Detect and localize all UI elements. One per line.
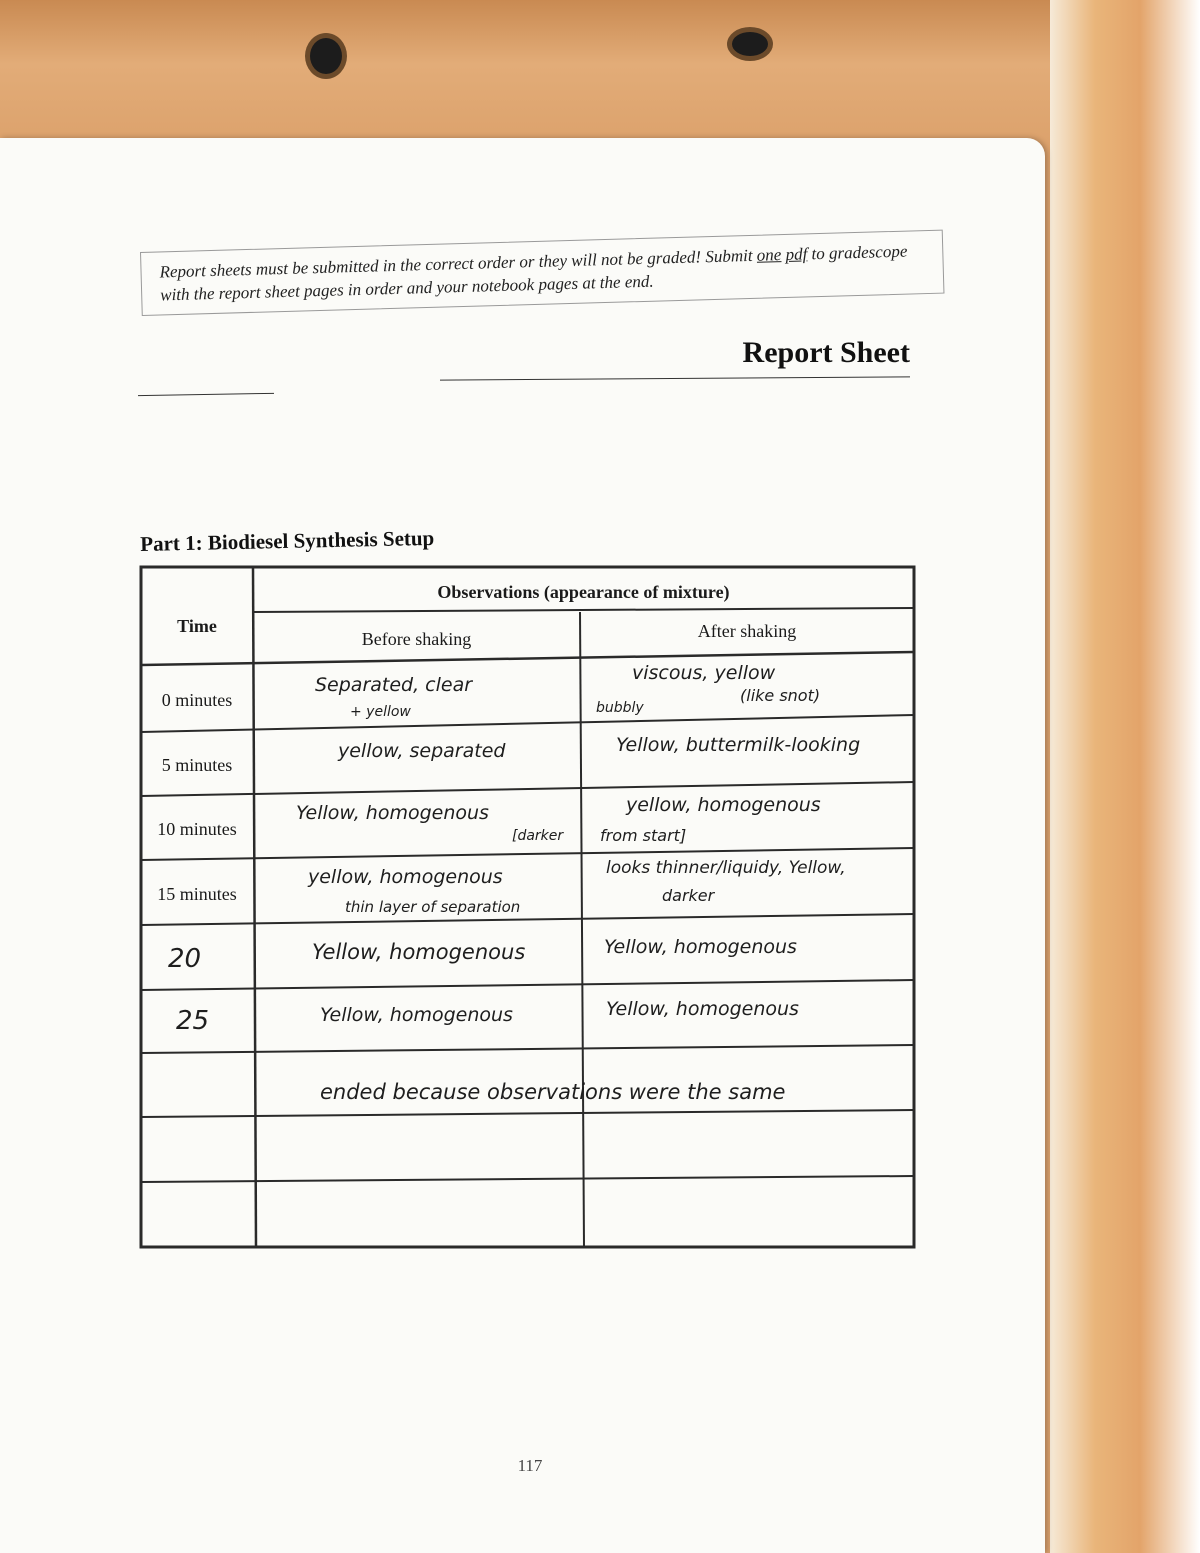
hw-r5-after: Yellow, homogenous bbox=[606, 998, 799, 1020]
observations-header-rule bbox=[253, 608, 914, 612]
notice-text-3: to gradescope with the report sheet pages in order and your notebook pages at the end. bbox=[159, 241, 908, 305]
row-rule-6 bbox=[141, 1045, 914, 1053]
hw-r2-note: [darker bbox=[512, 828, 564, 844]
time-cell-3: 15 minutes bbox=[157, 884, 237, 904]
row-rule-4 bbox=[141, 914, 914, 925]
notice-one: one bbox=[756, 245, 782, 265]
hw-r1-after: Yellow, buttermilk-looking bbox=[616, 734, 861, 756]
hw-r2-after-2: from start] bbox=[600, 826, 687, 845]
time-cell-2: 10 minutes bbox=[157, 819, 237, 839]
time-cell-0: 0 minutes bbox=[161, 690, 233, 710]
hw-r3-after-2: darker bbox=[662, 886, 715, 905]
after-shaking-header: After shaking bbox=[697, 621, 797, 641]
notice-text-1: Report sheets must be submitted in the correct order or they will not be graded! Submit bbox=[159, 245, 758, 282]
before-shaking-header: Before shaking bbox=[361, 629, 472, 649]
hw-r4-before: Yellow, homogenous bbox=[312, 940, 526, 964]
hw-r3-after-1: looks thinner/liquidy, Yellow, bbox=[606, 858, 846, 878]
table-outline bbox=[141, 567, 914, 1247]
hw-r2-after-1: yellow, homogenous bbox=[626, 794, 821, 816]
part-title: Part 1: Biodiesel Synthesis Setup bbox=[140, 525, 435, 556]
row-rule-7 bbox=[141, 1110, 914, 1117]
hw-r0-before-1: Separated, clear bbox=[315, 674, 473, 696]
time-cell-1: 5 minutes bbox=[161, 755, 233, 775]
hw-r3-before-1: yellow, homogenous bbox=[308, 866, 503, 888]
hw-r2-before: Yellow, homogenous bbox=[296, 802, 489, 824]
notice-pdf: pdf bbox=[785, 244, 808, 264]
observations-header: Observations (appearance of mixture) bbox=[437, 582, 730, 602]
hw-r0-after-3: bubbly bbox=[596, 700, 644, 716]
before-after-divider bbox=[580, 612, 584, 1247]
header-bottom-rule bbox=[141, 652, 914, 665]
page-title: Report Sheet bbox=[742, 336, 910, 369]
hw-r4-after: Yellow, homogenous bbox=[604, 936, 797, 958]
hw-r0-before-2: + yellow bbox=[350, 704, 411, 720]
hw-r3-before-2: thin layer of separation bbox=[345, 898, 521, 916]
time-cell-4: 20 bbox=[168, 944, 202, 974]
hw-r0-after-1: viscous, yellow bbox=[632, 662, 776, 684]
hw-r5-before: Yellow, homogenous bbox=[320, 1004, 513, 1026]
row-rule-1 bbox=[141, 715, 914, 732]
page-number: 117 bbox=[517, 1456, 543, 1475]
time-column-divider bbox=[253, 567, 256, 1247]
time-cell-5: 25 bbox=[176, 1006, 210, 1036]
row-rule-5 bbox=[141, 980, 914, 990]
hw-r1-before: yellow, separated bbox=[338, 740, 506, 762]
hw-ended-note: ended because observations were the same bbox=[320, 1080, 786, 1104]
time-header: Time bbox=[177, 616, 217, 636]
hw-r0-after-2: (like snot) bbox=[740, 686, 821, 705]
